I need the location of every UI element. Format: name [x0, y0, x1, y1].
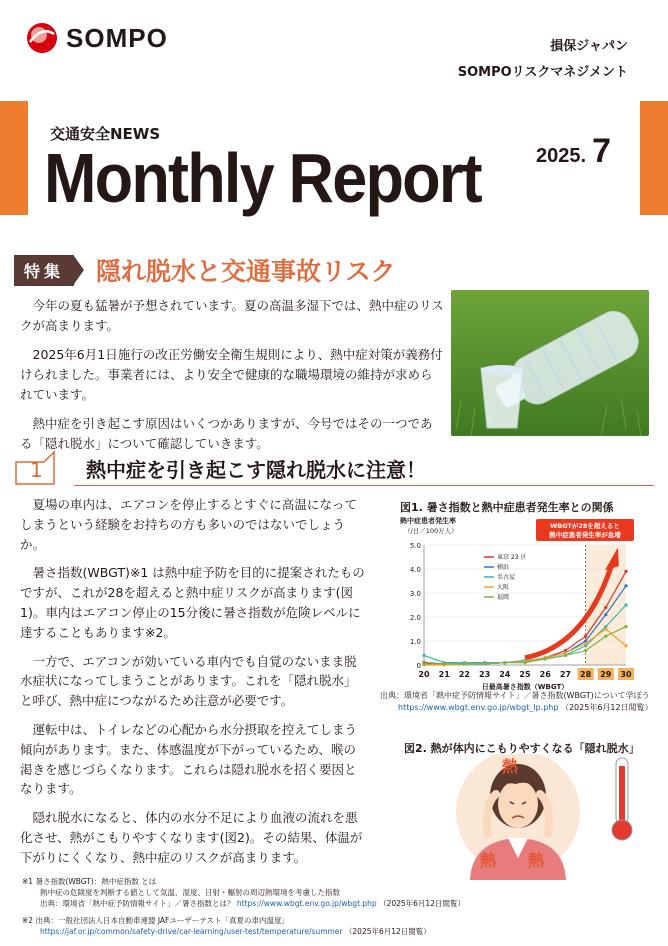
section-1-body: [20, 495, 368, 877]
chart-xtick: 30: [620, 670, 632, 679]
chart-ytick: 5.0: [409, 542, 421, 550]
water-bottle-photo: [451, 290, 649, 436]
chart-ytick: 0: [416, 662, 421, 670]
footnote-2-link[interactable]: https://jaf.or.jp/common/safety-drive/car-learning/user-test/temperature/summer: [40, 927, 343, 936]
chart-ylabel: 熱中症患者発生率: [400, 517, 456, 525]
chart-ytick: 2.0: [409, 614, 421, 622]
heat-label: 熱: [528, 851, 545, 870]
body-paragraph: 運転中は、トイレなどの心配から水分摂取を控えてしまう傾向があります。また、体感温度が下がっているため、喉の渇きを感じづらくなります。これらは隠れ脱水を招く要因となります。: [20, 721, 357, 797]
chart-yunit: （/日／100万人）: [404, 527, 458, 535]
footnote-1-link[interactable]: https://www.wbgt.env.go.jp/wbgt.php: [236, 899, 377, 908]
chart-point: [463, 662, 466, 665]
chart-point: [422, 654, 425, 657]
chart-point: [564, 654, 567, 657]
heat-label: 熱: [480, 851, 497, 870]
chart-xtick: 23: [479, 670, 491, 679]
chart-point: [422, 662, 425, 665]
footnote-1-source: 出典：環境省「熱中症予防情報サイト」／暑さ指数とは？: [40, 899, 235, 908]
chart-point: [483, 662, 486, 665]
body-paragraph: 一方で、エアコンが効いている車内でも自覚のないまま脱水症状になってしまうことがあります。これを「隠れ脱水」と呼び、熱中症につながるため注意が必要です。: [20, 653, 357, 709]
chart-point: [544, 657, 547, 660]
body-paragraph: 隠れ脱水になると、体内の水分不足により血液の流れを悪化させ、熱がこもりやすくなります(図2)。その結果、体温が下がりにくくなり、熱中症のリスクが高まります。: [20, 810, 363, 865]
section-underline: [74, 485, 654, 486]
news-kicker: 交通安全NEWS: [50, 125, 161, 143]
chart-xtick: 20: [418, 670, 430, 679]
figure-1-caption: 図1. 暑さ指数と熱中症患者発生率との関係: [400, 501, 614, 514]
chart-xtick: 29: [600, 670, 612, 679]
figure-2-caption: 図2. 熱が体内にこもりやすくなる「隠れ脱水」: [404, 742, 640, 755]
chart-point: [443, 662, 446, 665]
section-number: 1: [30, 458, 43, 482]
section-1-heading: [14, 450, 654, 486]
chart-ytick: 3.0: [409, 590, 421, 598]
thermometer-icon: [612, 758, 632, 840]
chart-xtick: 22: [458, 670, 470, 679]
chart-point: [624, 625, 627, 628]
section-number-badge: [14, 450, 72, 486]
chart-callout-text: 熱中症患者発生率が急増: [549, 531, 621, 539]
chart-point: [624, 644, 627, 647]
special-tag: 特集: [14, 255, 74, 286]
chart-legend-label: 大阪: [497, 584, 510, 591]
company-names: [458, 34, 628, 86]
sompo-logo-icon: [26, 22, 58, 54]
chart-point: [523, 661, 526, 664]
figure-1-source-link[interactable]: https://www.wbgt.env.go.jp/wbgt_lp.php: [398, 703, 559, 712]
company-sompo-risk: SOMPOリスクマネジメント: [457, 65, 628, 80]
chart-xtick: 27: [559, 670, 571, 679]
special-heading: [14, 252, 396, 288]
footnote-1-title: ※1 暑さ指数(WBGT)：熱中症指数 とは: [22, 877, 157, 886]
chart-legend-label: 福岡: [497, 594, 510, 601]
chart-point: [604, 613, 607, 616]
chart-point: [624, 603, 627, 606]
footnotes: [22, 876, 662, 937]
hidden-dehydration-illustration: [430, 754, 650, 880]
body-paragraph: 夏場の車内は、エアコンを停止するとすぐに高温になってしまうという経験をお持ちの方も多いのではないでしょうか。: [20, 497, 357, 552]
monthly-report-title: Monthly Report: [44, 139, 481, 217]
issue-month: 7: [592, 132, 611, 170]
intro-paragraph: 2025年6月1日施行の改正労働安全衛生規則により、熱中症対策が義務付けられました。事業者には、より安全で健康的な職場環境の維持が求められています。: [20, 347, 443, 402]
figure-1-source: [380, 690, 662, 714]
sompo-logo: [26, 22, 168, 54]
footnote-2-source: ※2 出典：一般社団法人日本自動車連盟 JAFユーザーテスト「真夏の車内温度」: [22, 916, 290, 925]
chart-point: [584, 642, 587, 645]
figure-1-source-line: 出典：環境省「熱中症予防情報サイト」／暑さ指数(WBGT)について学ぼう: [380, 691, 650, 700]
figure-1-chart: [398, 513, 638, 691]
chart-callout-text: WBGTが28を超えると: [550, 522, 620, 530]
chart-point: [604, 606, 607, 609]
footnote-1-date: （2025年6月12日閲覧）: [379, 899, 465, 908]
body-paragraph: 暑さ指数(WBGT)※1 は熱中症予防を目的に提案されたものですが、これが28を超えると熱中症リスクが高まります(図1)。車内はエアコン停止の15分後に暑さ指数が危険レベルに達することもあります※2。: [20, 565, 365, 640]
chart-xtick: 21: [438, 670, 450, 679]
header: [0, 0, 668, 96]
special-title: 隠れ脱水と交通事故リスク: [96, 257, 396, 286]
chart-xtick: 25: [519, 670, 531, 679]
footnote-1-desc: 熱中症の危険度を判断する値として気温、湿度、日射・輻射の周辺熱環境を考慮した指数: [40, 888, 340, 897]
chart-legend-label: 名古屋: [497, 574, 516, 581]
chart-point: [584, 649, 587, 652]
heat-label: 熱: [502, 757, 519, 776]
brand-name: SOMPO: [66, 22, 168, 53]
chart-point: [624, 570, 627, 573]
figure-1-source-date: （2025年6月12日閲覧）: [560, 703, 653, 712]
chart-point: [503, 661, 506, 664]
chart-point: [584, 635, 587, 638]
intro-paragraph: 今年の夏も猛暑が予想されています。夏の高温多湿下では、熱中症のリスクが高まります。: [20, 298, 444, 333]
issue-number: [536, 132, 611, 171]
intro-text: [20, 296, 444, 463]
chart-ytick: 4.0: [409, 566, 421, 574]
chart-legend-label: 横浜: [497, 564, 510, 571]
chart-xtick: 26: [539, 670, 551, 679]
chart-legend-label: 東京 23 区: [497, 554, 527, 561]
chart-point: [604, 635, 607, 638]
chart-xtick: 28: [580, 670, 592, 679]
special-tag-arrow: [74, 256, 84, 284]
chart-xlabel: 日最高暑さ指数（WBGT）: [481, 683, 569, 691]
company-sompo-japan: 損保ジャパン: [550, 39, 628, 54]
chart-ytick: 1.0: [409, 638, 421, 646]
issue-year: 2025.: [536, 145, 587, 167]
intro-paragraph: 熱中症を引き起こす原因はいくつかありますが、今号ではその一つである「隠れ脱水」について確認していきます。: [20, 416, 433, 451]
section-title: 熱中症を引き起こす隠れ脱水に注意！: [86, 458, 426, 482]
footnote-2-date: （2025年6月12日閲覧）: [344, 927, 431, 936]
chart-point: [604, 627, 607, 630]
chart-point: [624, 584, 627, 587]
chart-xtick: 24: [499, 670, 511, 679]
